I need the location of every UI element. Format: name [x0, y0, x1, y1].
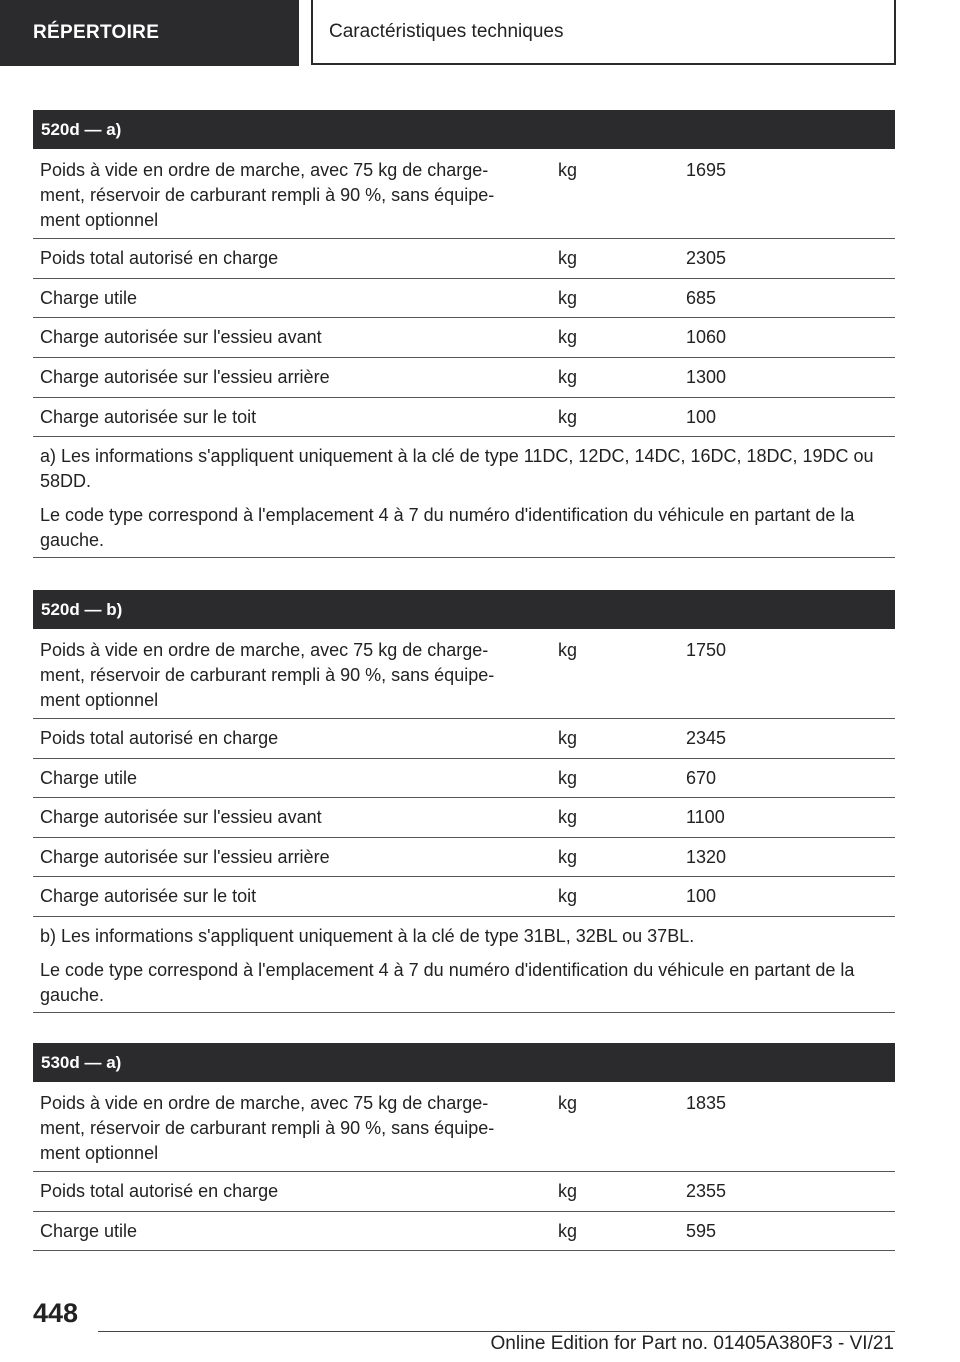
row-label: Poids total autorisé en charge — [40, 728, 279, 748]
row-unit: kg — [558, 407, 578, 427]
row-value: 685 — [686, 288, 717, 308]
table-row — [33, 318, 895, 358]
row-value: 2305 — [686, 248, 727, 268]
row-value: 1835 — [686, 1093, 727, 1113]
table-title: 520d — b) — [33, 590, 895, 629]
spec-table-530d-a — [33, 1043, 895, 1251]
table-title: 520d — a) — [33, 110, 895, 149]
table-row — [33, 1212, 895, 1251]
row-label: Charge autorisée sur l'essieu avant — [40, 327, 322, 347]
footnote-text: b) Les informations s'appliquent uniquement à la clé de type 31BL, 32BL ou 37BL. — [40, 926, 695, 946]
table-row — [33, 838, 895, 877]
table-row — [33, 1172, 895, 1212]
footer-divider — [98, 1331, 895, 1332]
row-unit: kg — [558, 288, 578, 308]
row-label: Charge autorisée sur le toit — [40, 886, 257, 906]
row-value: 670 — [686, 768, 717, 788]
table-row — [33, 358, 895, 398]
row-unit: kg — [558, 728, 578, 748]
row-unit: kg — [558, 367, 578, 387]
footnote-text: Le code type correspond à l'emplacement 4 à 7 du numéro d'identification du véhicule en partant de la gauche. — [40, 960, 855, 1005]
row-unit: kg — [558, 1181, 578, 1201]
table-row — [33, 1082, 895, 1172]
row-value: 2355 — [686, 1181, 727, 1201]
table-row — [33, 759, 895, 798]
table-row — [33, 877, 895, 917]
spec-table-520d-a — [33, 110, 895, 558]
row-value: 1060 — [686, 327, 727, 347]
row-unit: kg — [558, 248, 578, 268]
row-label: Charge utile — [40, 1221, 138, 1241]
row-label: Charge autorisée sur le toit — [40, 407, 257, 427]
table-row — [33, 798, 895, 838]
edition-label: Online Edition for Part no. 01405A380F3 - VI/21 — [490, 1333, 894, 1354]
section-tab[interactable]: Caractéristiques techniques — [311, 0, 896, 65]
row-value: 595 — [686, 1221, 717, 1241]
row-value: 1695 — [686, 160, 727, 180]
table-footnote — [33, 437, 895, 558]
row-label: Poids à vide en ordre de marche, avec 75 kg de charge-ment, réservoir de carburant rempli à 90 %, sans équipe-ment optionnel — [40, 640, 495, 710]
row-value: 100 — [686, 407, 717, 427]
table-title: 530d — a) — [33, 1043, 895, 1082]
table-row — [33, 629, 895, 719]
row-value: 100 — [686, 886, 717, 906]
row-unit: kg — [558, 160, 578, 180]
row-label: Charge autorisée sur l'essieu arrière — [40, 367, 330, 387]
table-row — [33, 149, 895, 239]
row-unit: kg — [558, 327, 578, 347]
row-label: Poids total autorisé en charge — [40, 1181, 279, 1201]
row-value: 1300 — [686, 367, 727, 387]
row-label: Poids à vide en ordre de marche, avec 75 kg de charge-ment, réservoir de carburant rempli à 90 %, sans équipe-ment optionnel — [40, 160, 495, 230]
row-unit: kg — [558, 847, 578, 867]
row-label: Charge utile — [40, 288, 138, 308]
row-unit: kg — [558, 640, 578, 660]
page-number: 448 — [33, 1298, 79, 1328]
row-label: Poids à vide en ordre de marche, avec 75 kg de charge-ment, réservoir de carburant rempli à 90 %, sans équipe-ment optionnel — [40, 1093, 495, 1163]
footnote-text: a) Les informations s'appliquent uniquement à la clé de type 11DC, 12DC, 14DC, 16DC, 18DC, 19DC ou 58DD. — [40, 446, 874, 491]
row-unit: kg — [558, 886, 578, 906]
row-value: 2345 — [686, 728, 727, 748]
top-navigation — [0, 0, 960, 66]
table-row — [33, 398, 895, 437]
row-unit: kg — [558, 1221, 578, 1241]
footnote-text: Le code type correspond à l'emplacement 4 à 7 du numéro d'identification du véhicule en partant de la gauche. — [40, 505, 855, 550]
row-label: Poids total autorisé en charge — [40, 248, 279, 268]
row-label: Charge utile — [40, 768, 138, 788]
row-unit: kg — [558, 1093, 578, 1113]
row-value: 1750 — [686, 640, 727, 660]
spec-table-520d-b — [33, 590, 895, 1013]
table-row — [33, 279, 895, 318]
row-label: Charge autorisée sur l'essieu avant — [40, 807, 322, 827]
row-value: 1320 — [686, 847, 727, 867]
row-label: Charge autorisée sur l'essieu arrière — [40, 847, 330, 867]
row-unit: kg — [558, 807, 578, 827]
table-footnote — [33, 917, 895, 1013]
table-row — [33, 239, 895, 279]
table-row — [33, 719, 895, 759]
row-value: 1100 — [686, 807, 725, 827]
index-tab[interactable]: RÉPERTOIRE — [0, 0, 299, 66]
row-unit: kg — [558, 768, 578, 788]
